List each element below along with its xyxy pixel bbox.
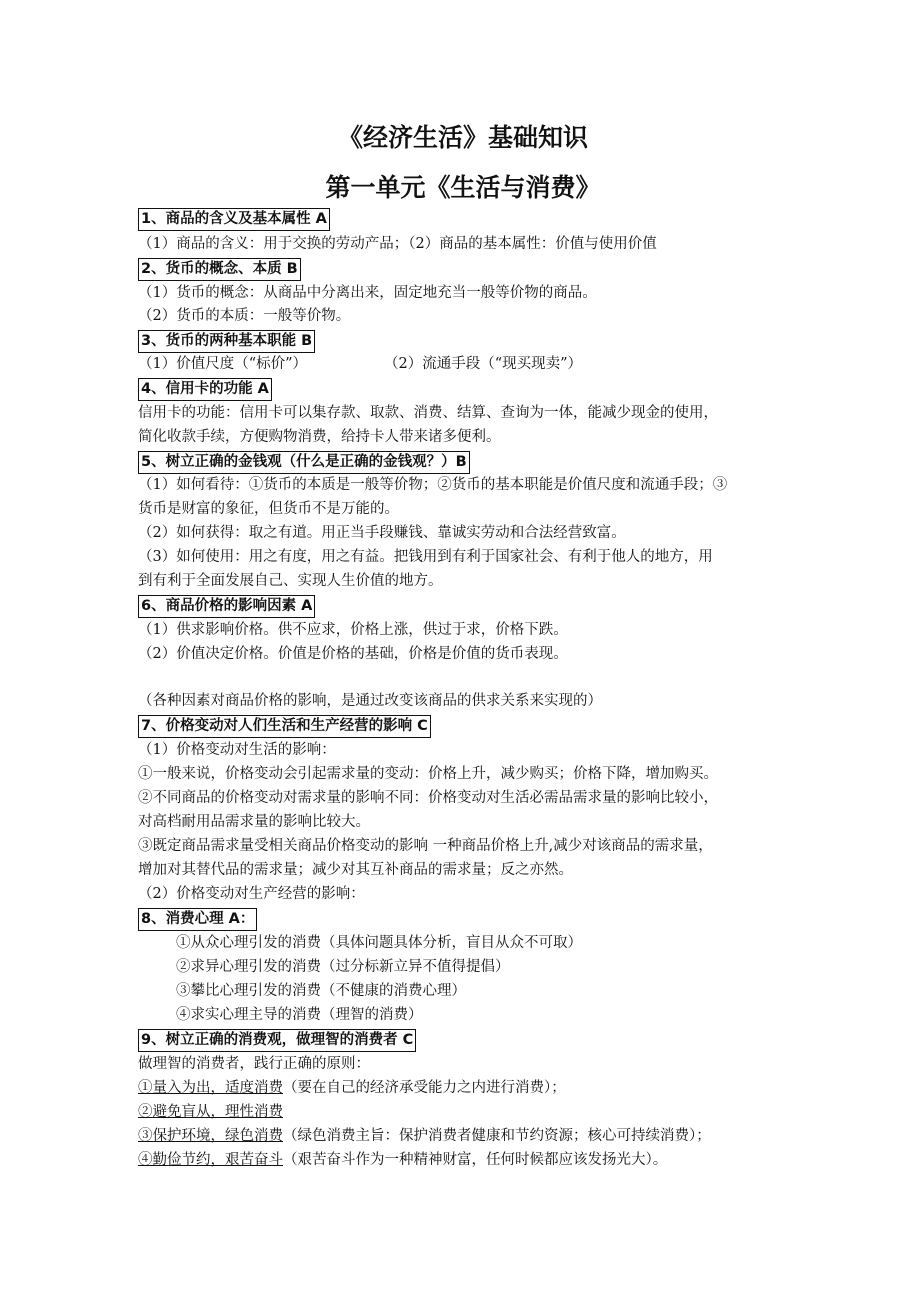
section-6-heading: 6、商品价格的影响因素 A <box>138 595 315 618</box>
principle-2-key: ②避免盲从，理性消费 <box>138 1104 283 1120</box>
principle-1-note: （要在自己的经济承受能力之内进行消费）； <box>283 1080 566 1096</box>
section-2-heading: 2、货币的概念、本质 B <box>138 258 301 281</box>
section-8-line-4: ④求实心理主导的消费（理智的消费） <box>176 1007 423 1023</box>
section-7-heading: 7、价格变动对人们生活和生产经营的影响 C <box>138 715 431 738</box>
section-5-line-2: 货币是财富的象征，但货币不是万能的。 <box>138 501 399 517</box>
principle-4-note: （艰苦奋斗作为一种精神财富，任何时候都应该发扬光大）。 <box>283 1152 668 1168</box>
principle-3-key: ③保护环境，绿色消费 <box>138 1128 283 1144</box>
section-9-intro: 做理智的消费者，践行正确的原则： <box>138 1056 370 1072</box>
section-4-line-2: 简化收款手续，方便购物消费，给持卡人带来诸多便利。 <box>138 429 501 445</box>
section-8-line-2: ②求异心理引发的消费（过分标新立异不值得提倡） <box>176 959 510 975</box>
section-6-note: （各种因素对商品价格的影响，是通过改变该商品的供求关系来实现的） <box>138 693 602 709</box>
section-4-line-1: 信用卡的功能：信用卡可以集存款、取款、消费、结算、查询为一体，能减少现金的使用， <box>138 405 718 421</box>
section-5-line-4: （3）如何使用：用之有度，用之有益。把钱用到有利于国家社会、有利于他人的地方，用 <box>138 549 713 565</box>
principle-3-note: （绿色消费主旨：保护消费者健康和节约资源；核心可持续消费）； <box>283 1128 711 1144</box>
section-5-line-5: 到有利于全面发展自己、实现人生价值的地方。 <box>138 573 443 589</box>
section-2-line-1: （1）货币的概念：从商品中分离出来，固定地充当一般等价物的商品。 <box>138 285 597 301</box>
section-9-principle-4 <box>138 1149 667 1171</box>
section-5-line-3: （2）如何获得：取之有道。用正当手段赚钱、靠诚实劳动和合法经营致富。 <box>138 525 626 541</box>
unit-title: 第一单元《生活与消费》 <box>325 173 601 202</box>
section-7-line-7: （2）价格变动对生产经营的影响： <box>138 886 365 902</box>
section-6-line-1: （1）供求影响价格。供不应求，价格上涨，供过于求，价格下跌。 <box>138 622 568 638</box>
section-9-heading: 9、树立正确的消费观，做理智的消费者 C <box>138 1029 416 1052</box>
principle-1-key: ①量入为出，适度消费 <box>138 1080 283 1096</box>
section-7-line-2: ①一般来说，价格变动会引起需求量的变动：价格上升，减少购买；价格下降，增加购买。 <box>138 766 718 782</box>
section-3-item-a: （1）价值尺度（“标价”） <box>138 356 308 372</box>
section-7-line-5: ③既定商品需求量受相关商品价格变动的影响 一种商品价格上升,减少对该商品的需求量， <box>138 838 713 854</box>
section-8-line-3: ③攀比心理引发的消费（不健康的消费心理） <box>176 983 466 999</box>
section-9-principle-1 <box>138 1077 566 1099</box>
section-5-line-1: （1）如何看待：①货币的本质是一般等价物；②货币的基本职能是价值尺度和流通手段；③ <box>138 477 728 493</box>
section-9-principle-2 <box>138 1101 283 1123</box>
section-3-heading: 3、货币的两种基本职能 B <box>138 330 315 353</box>
section-7-line-1: （1）价格变动对生活的影响： <box>138 742 336 758</box>
section-3-item-b: （2）流通手段（“现买现卖”） <box>384 356 583 372</box>
section-1-line-1: （1）商品的含义：用于交换的劳动产品；（2）商品的基本属性：价值与使用价值 <box>138 236 657 252</box>
section-4-heading: 4、信用卡的功能 A <box>138 378 272 401</box>
principle-4-key: ④勤俭节约，艰苦奋斗 <box>138 1152 283 1168</box>
section-6-line-2: （2）价值决定价格。价值是价格的基础，价格是价值的货币表现。 <box>138 646 568 662</box>
section-9-principle-3 <box>138 1125 711 1147</box>
section-1-heading: 1、商品的含义及基本属性 A <box>138 208 330 231</box>
section-7-line-3: ②不同商品的价格变动对需求量的影响不同：价格变动对生活必需品需求量的影响比较小， <box>138 790 718 806</box>
section-8-line-1: ①从众心理引发的消费（具体问题具体分析，盲目从众不可取） <box>176 935 582 951</box>
section-7-line-6: 增加对其替代品的需求量；减少对其互补商品的需求量；反之亦然。 <box>138 862 573 878</box>
section-5-heading: 5、树立正确的金钱观（什么是正确的金钱观？）B <box>138 451 470 474</box>
section-8-heading: 8、消费心理 A： <box>138 908 257 931</box>
section-7-line-4: 对高档耐用品需求量的影响比较大。 <box>138 814 370 830</box>
section-2-line-2: （2）货币的本质：一般等价物。 <box>138 308 351 324</box>
document-title: 《经济生活》基础知识 <box>337 123 588 152</box>
